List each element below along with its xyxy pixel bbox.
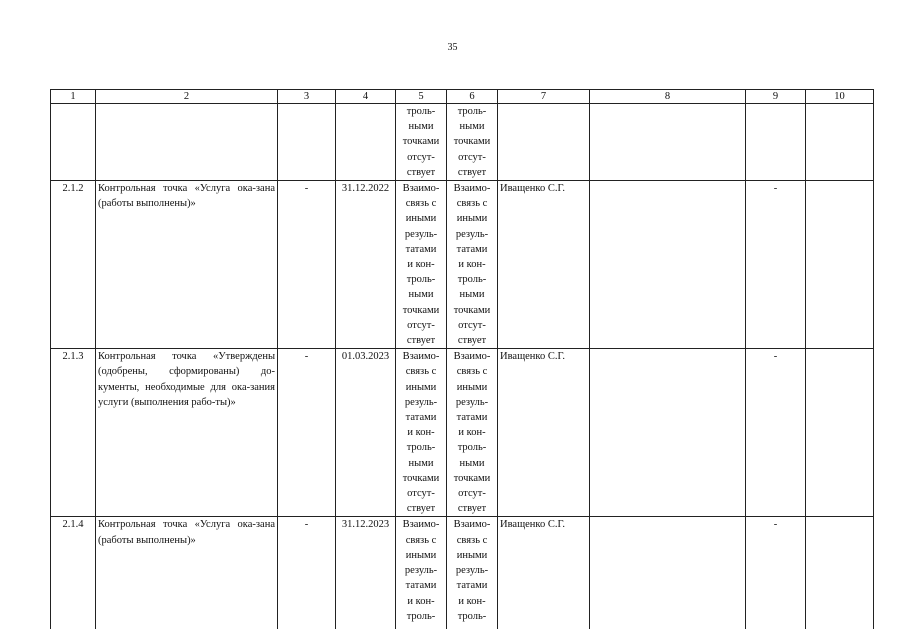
column-header: 9 xyxy=(746,90,806,104)
relation-text-line: иными xyxy=(456,381,488,393)
relation-text-line: связь с xyxy=(456,198,488,210)
row-date: 31.12.2022 xyxy=(336,181,396,349)
relation-text-line: резуль- xyxy=(404,565,438,577)
cell-col8 xyxy=(590,349,746,517)
relation-text-line: троль- xyxy=(457,610,487,622)
relation-text-line: иными xyxy=(456,549,488,561)
cell-col9: - xyxy=(746,181,806,349)
relation-text-line: точками xyxy=(402,472,440,484)
relation-text-line: отсут- xyxy=(458,319,486,331)
cell-col8 xyxy=(590,517,746,629)
relation-text-line: связь с xyxy=(456,534,488,546)
cell-col8 xyxy=(590,181,746,349)
cell-col3: - xyxy=(278,349,336,517)
relation-text-line: и кон- xyxy=(407,427,435,439)
relation-cell xyxy=(447,104,498,181)
table-row xyxy=(51,181,874,349)
relation-cell xyxy=(396,349,447,517)
relation-text-line: точками xyxy=(453,472,491,484)
relation-text-line: иными xyxy=(456,213,488,225)
relation-text-line: Взаимо- xyxy=(453,519,491,531)
cell-col3 xyxy=(278,104,336,181)
relation-text-line: ствует xyxy=(406,335,436,347)
relation-text-line: троль- xyxy=(406,274,436,286)
row-date xyxy=(336,104,396,181)
column-header: 6 xyxy=(447,90,498,104)
row-date: 31.12.2023 xyxy=(336,517,396,629)
relation-text-line: троль- xyxy=(406,442,436,454)
relation-cell xyxy=(447,181,498,349)
column-header: 4 xyxy=(336,90,396,104)
relation-text-line: ными xyxy=(459,121,485,133)
table-row xyxy=(51,349,874,517)
relation-text-line: ствует xyxy=(457,503,487,515)
relation-text-line: татами xyxy=(456,243,488,255)
row-number: 2.1.4 xyxy=(51,517,96,629)
row-title: Контрольная точка «Услуга ока-зана (работы выполнены)» xyxy=(96,517,278,629)
relation-text-line: ными xyxy=(459,457,485,469)
relation-text-line: связь с xyxy=(456,366,488,378)
relation-text-line: троль- xyxy=(457,106,487,117)
relation-cell xyxy=(396,517,447,629)
relation-text-line: и кон- xyxy=(458,427,486,439)
relation-text-line: ными xyxy=(408,289,434,301)
relation-text-line: Взаимо- xyxy=(402,351,440,363)
relation-text-line: отсут- xyxy=(407,319,435,331)
relation-cell xyxy=(447,349,498,517)
relation-text-line: иными xyxy=(405,381,437,393)
row-date: 01.03.2023 xyxy=(336,349,396,517)
relation-text-line: отсут- xyxy=(458,151,486,163)
relation-text-line: Взаимо- xyxy=(453,183,491,195)
relation-text-line: и кон- xyxy=(458,595,486,607)
relation-cell xyxy=(396,181,447,349)
table-row xyxy=(51,104,874,181)
column-header: 10 xyxy=(806,90,874,104)
responsible-person: Иващенко С.Г. xyxy=(498,181,590,349)
relation-text-line: троль- xyxy=(457,442,487,454)
control-points-table xyxy=(50,89,874,629)
relation-text-line: отсут- xyxy=(407,488,435,500)
relation-text-line: троль- xyxy=(457,274,487,286)
relation-text-line: татами xyxy=(405,243,437,255)
relation-text-line: точками xyxy=(453,304,491,316)
cell-col10 xyxy=(806,181,874,349)
relation-text-line: ными xyxy=(408,457,434,469)
row-title: Контрольная точка «Услуга ока-зана (работы выполнены)» xyxy=(96,181,278,349)
relation-text-line: резуль- xyxy=(455,396,489,408)
cell-col3: - xyxy=(278,517,336,629)
relation-text-line: связь с xyxy=(405,534,437,546)
cell-col10 xyxy=(806,517,874,629)
relation-text-line: иными xyxy=(405,213,437,225)
row-title xyxy=(96,104,278,181)
page-number: 35 xyxy=(447,42,458,53)
cell-col9 xyxy=(746,104,806,181)
relation-text-line: и кон- xyxy=(458,259,486,271)
relation-text-line: татами xyxy=(456,580,488,592)
cell-col10 xyxy=(806,104,874,181)
relation-cell xyxy=(396,104,447,181)
row-number xyxy=(51,104,96,181)
relation-text-line: татами xyxy=(405,580,437,592)
relation-text-line: резуль- xyxy=(404,228,438,240)
cell-col9: - xyxy=(746,349,806,517)
relation-text-line: резуль- xyxy=(455,228,489,240)
relation-text-line: Взаимо- xyxy=(402,519,440,531)
relation-text-line: ствует xyxy=(457,335,487,347)
responsible-person: Иващенко С.Г. xyxy=(498,349,590,517)
row-title: Контрольная точка «Утверждены (одобрены, сформированы) до-кументы, необходимые для ока-зания услуги (выполнения рабо-ты)» xyxy=(96,349,278,517)
relation-text-line: резуль- xyxy=(455,565,489,577)
relation-text-line: татами xyxy=(405,412,437,424)
relation-text-line: отсут- xyxy=(407,151,435,163)
relation-text-line: резуль- xyxy=(404,396,438,408)
relation-text-line: точками xyxy=(402,304,440,316)
column-header: 3 xyxy=(278,90,336,104)
relation-text-line: связь с xyxy=(405,198,437,210)
row-number: 2.1.2 xyxy=(51,181,96,349)
relation-text-line: и кон- xyxy=(407,259,435,271)
table-row xyxy=(51,517,874,629)
relation-text-line: Взаимо- xyxy=(402,183,440,195)
relation-text-line: троль- xyxy=(406,610,436,622)
column-header: 2 xyxy=(96,90,278,104)
column-header: 1 xyxy=(51,90,96,104)
relation-text-line: ными xyxy=(408,121,434,133)
relation-text-line: ствует xyxy=(457,166,487,178)
cell-col8 xyxy=(590,104,746,181)
relation-cell xyxy=(447,517,498,629)
relation-text-line: точками xyxy=(402,136,440,148)
relation-text-line: ствует xyxy=(406,166,436,178)
column-header: 8 xyxy=(590,90,746,104)
relation-text-line: троль- xyxy=(406,106,436,117)
relation-text-line: связь с xyxy=(405,366,437,378)
row-number: 2.1.3 xyxy=(51,349,96,517)
relation-text-line: и кон- xyxy=(407,595,435,607)
responsible-person: Иващенко С.Г. xyxy=(498,517,590,629)
relation-text-line: иными xyxy=(405,549,437,561)
relation-text-line: ствует xyxy=(406,503,436,515)
cell-col3: - xyxy=(278,181,336,349)
relation-text-line: точками xyxy=(453,136,491,148)
table-header-row xyxy=(51,90,874,104)
relation-text-line: отсут- xyxy=(458,488,486,500)
relation-text-line: Взаимо- xyxy=(453,351,491,363)
cell-col10 xyxy=(806,349,874,517)
cell-col9: - xyxy=(746,517,806,629)
column-header: 7 xyxy=(498,90,590,104)
relation-text-line: татами xyxy=(456,412,488,424)
responsible-person xyxy=(498,104,590,181)
relation-text-line: ными xyxy=(459,289,485,301)
column-header: 5 xyxy=(396,90,447,104)
